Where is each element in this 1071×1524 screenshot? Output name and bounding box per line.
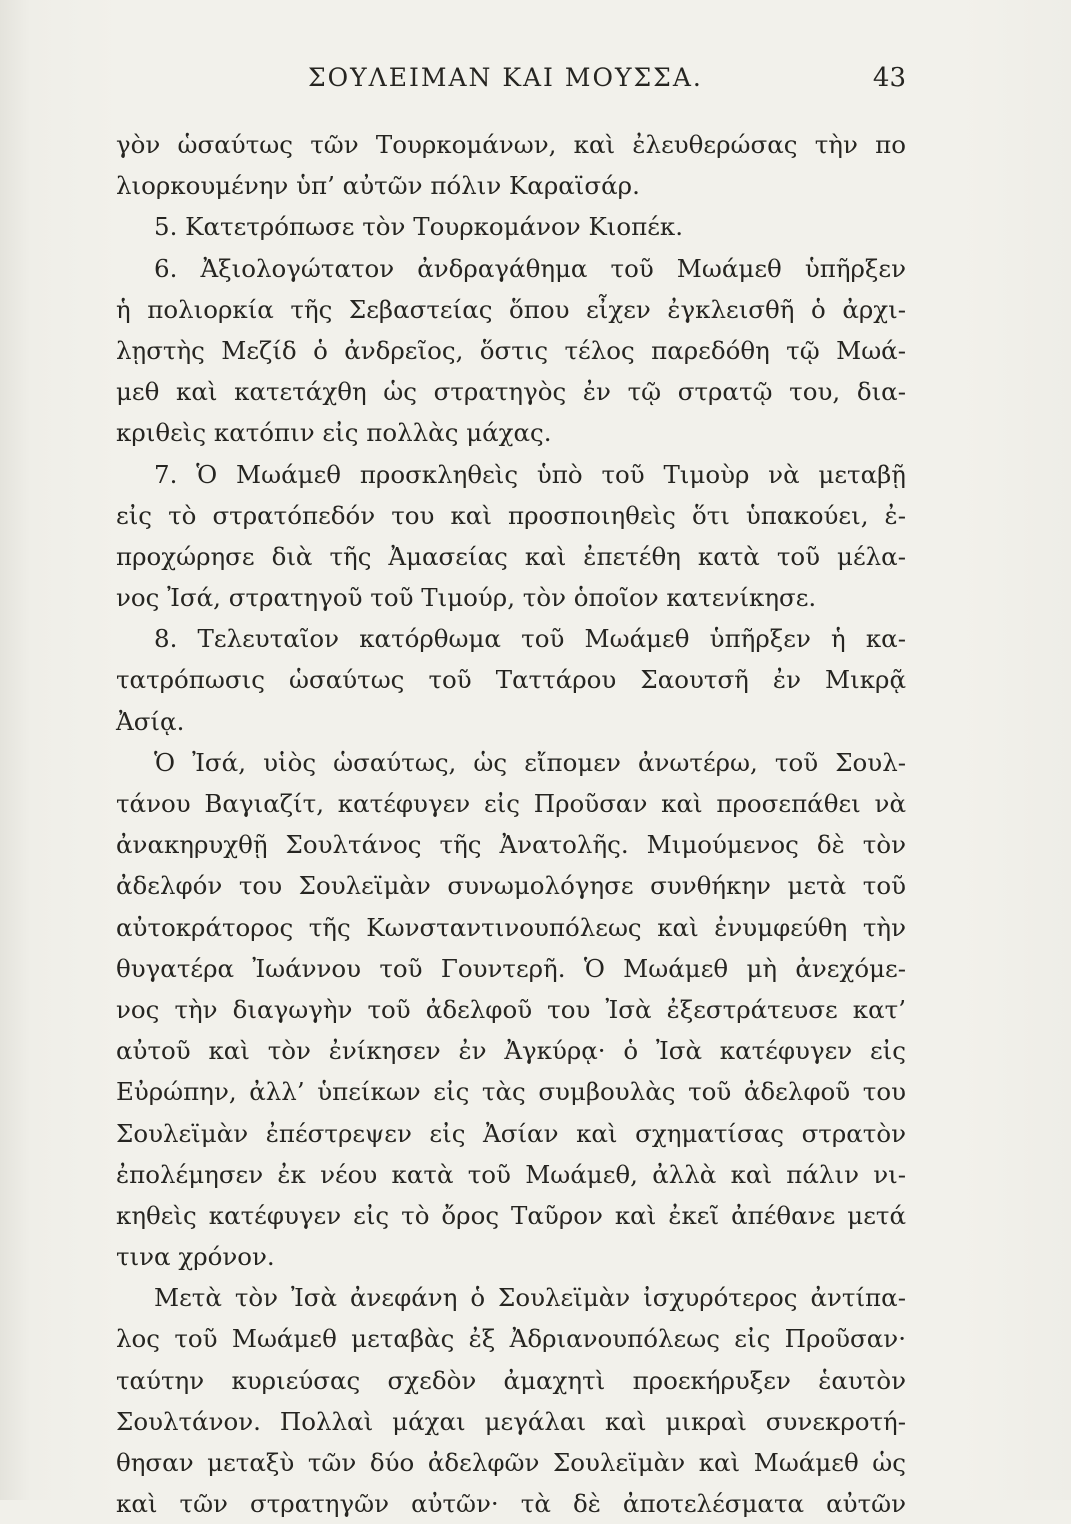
text-line: αὐτοκράτορος τῆς Κωνσταντινουπόλεως καὶ ἐνυμφεύθη τὴν <box>116 912 906 942</box>
text-line: λιορκουμένην ὑπ’ αὐτῶν πόλιν Καραϊσάρ. <box>116 171 640 201</box>
text-line: ταύτην κυριεύσας σχεδὸν ἀμαχητὶ προεκήρυξεν ἑαυτὸν <box>116 1365 906 1395</box>
text-line: Ἀσίᾳ. <box>116 706 185 736</box>
text-line: Μετὰ τὸν Ἰσὰ ἀνεφάνη ὁ Σουλεϊμὰν ἰσχυρότερος ἀντίπα- <box>154 1283 906 1313</box>
text-line: λῃστὴς Μεζίδ ὁ ἀνδρεῖος, ὅστις τέλος παρεδόθη τῷ Μωά- <box>116 335 906 365</box>
text-line: Εὐρώπην, ἀλλ’ ὑπείκων εἰς τὰς συμβουλὰς τοῦ ἀδελφοῦ του <box>116 1077 906 1107</box>
text-line: θησαν μεταξὺ τῶν δύο ἀδελφῶν Σουλεϊμὰν καὶ Μωάμεθ ὡς <box>116 1448 906 1477</box>
page-header <box>118 58 906 98</box>
text-line: λος τοῦ Μωάμεθ μεταβὰς ἐξ Ἀδριανουπόλεως εἰς Προῦσαν· <box>116 1324 906 1354</box>
text-line: μεθ καὶ κατετάχθη ὡς στρατηγὸς ἐν τῷ στρατῷ του, δια- <box>116 377 906 407</box>
page-number: 43 <box>872 63 906 93</box>
text-line: Σουλεϊμὰν ἐπέστρεψεν εἰς Ἀσίαν καὶ σχηματίσας στρατὸν <box>116 1118 906 1148</box>
text-line: ἀδελφόν του Σουλεϊμὰν συνωμολόγησε συνθήκην μετὰ τοῦ <box>116 871 906 901</box>
text-line: τατρόπωσις ὡσαύτως τοῦ Ταττάρου Σαουτσῆ ἐν Μικρᾷ <box>116 665 906 695</box>
text-line: γὸν ὡσαύτως τῶν Τουρκομάνων, καὶ ἐλευθερώσας τὴν πο <box>116 130 906 159</box>
body-text <box>116 124 906 1524</box>
text-line: 8. Τελευταῖον κατόρθωμα τοῦ Μωάμεθ ὑπῆρξεν ἡ κα- <box>154 624 906 654</box>
text-line: Σουλτάνον. Πολλαὶ μάχαι μεγάλαι καὶ μικραὶ συνεκροτή- <box>116 1406 906 1436</box>
text-line: τάνου Βαγιαζίτ, κατέφυγεν εἰς Προῦσαν καὶ προσεπάθει νὰ <box>116 789 906 818</box>
text-line: καὶ τῶν στρατηγῶν αὐτῶν· τὰ δὲ ἀποτελέσματα αὐτῶν <box>116 1489 906 1519</box>
text-line: Ὁ Ἰσά, υἱὸς ὡσαύτως, ὡς εἴπομεν ἀνωτέρω, τοῦ Σουλ- <box>154 747 906 777</box>
running-head: ΣΟΥΛΕΙΜΑΝ ΚΑΙ ΜΟΥΣΣΑ. <box>308 63 703 92</box>
text-line: 7. Ὁ Μωάμεθ προσκληθεὶς ὑπὸ τοῦ Τιμοὺρ νὰ μεταβῇ <box>154 459 906 489</box>
text-line: 5. Κατετρόπωσε τὸν Τουρκομάνον Κιοπέκ. <box>154 212 684 242</box>
text-line: ἡ πολιορκία τῆς Σεβαστείας ὅπου εἶχεν ἐγκλεισθῆ ὁ ἀρχι- <box>116 294 906 324</box>
text-line: θυγατέρα Ἰωάννου τοῦ Γουντερῆ. Ὁ Μωάμεθ μὴ ἀνεχόμε- <box>116 953 906 983</box>
text-line: ἀνακηρυχθῇ Σουλτάνος τῆς Ἀνατολῆς. Μιμούμενος δὲ τὸν <box>116 830 906 860</box>
text-line: νος Ἰσά, στρατηγοῦ τοῦ Τιμούρ, τὸν ὁποῖον κατενίκησε. <box>116 583 817 613</box>
text-line: ἐπολέμησεν ἐκ νέου κατὰ τοῦ Μωάμεθ, ἀλλὰ καὶ πάλιν νι- <box>116 1159 906 1189</box>
text-line: κηθεὶς κατέφυγεν εἰς τὸ ὄρος Ταῦρον καὶ ἐκεῖ ἀπέθανε μετά <box>116 1200 906 1230</box>
text-line: εἰς τὸ στρατόπεδόν του καὶ προσποιηθεὶς ὅτι ὑπακούει, ἐ- <box>116 500 906 530</box>
text-line: 6. Ἀξιολογώτατον ἀνδραγάθημα τοῦ Μωάμεθ ὑπῆρξεν <box>154 253 906 283</box>
text-line: τινα χρόνον. <box>116 1242 275 1272</box>
text-line: αὐτοῦ καὶ τὸν ἐνίκησεν ἐν Ἀγκύρᾳ· ὁ Ἰσὰ κατέφυγεν εἰς <box>116 1036 906 1066</box>
text-line: νος τὴν διαγωγὴν τοῦ ἀδελφοῦ του Ἰσὰ ἐξεστράτευσε κατ’ <box>116 994 906 1024</box>
text-line: κριθεὶς κατόπιν εἰς πολλὰς μάχας. <box>116 418 552 448</box>
text-line: προχώρησε διὰ τῆς Ἀμασείας καὶ ἐπετέθη κατὰ τοῦ μέλα- <box>116 541 906 571</box>
